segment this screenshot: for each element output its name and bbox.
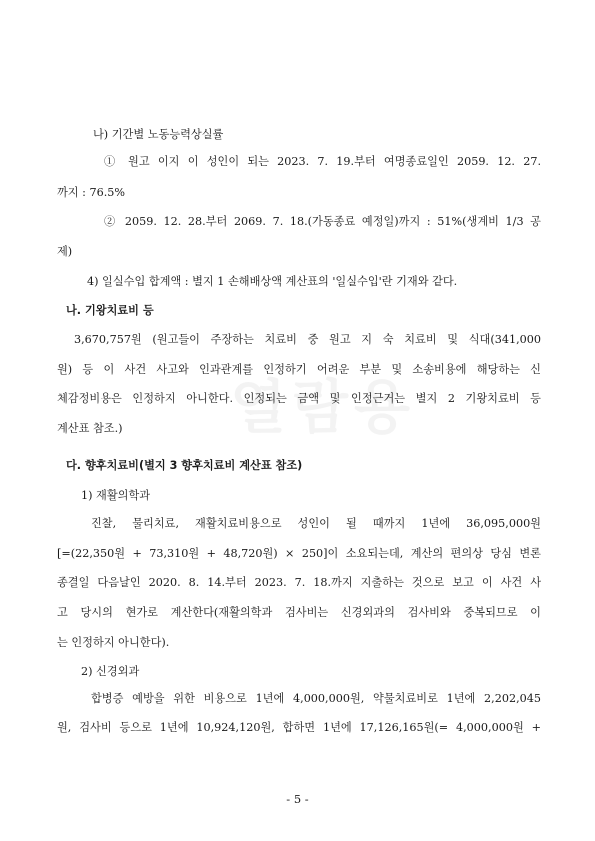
- text-line: 합병증 예방을 위한 비용으로 1년에 4,000,000원, 약물치료비로 1년에 2,202,045: [91, 692, 541, 705]
- text-line: 1) 재활의학과: [81, 489, 151, 502]
- text-line: ① 원고 이지 이 성인이 되는 2023. 7. 19.부터 여명종료일인 2059. 12. 27.: [104, 155, 541, 168]
- text-line: 원) 등 이 사건 사고와 인과관계를 인정하기 어려운 부분 및 소송비용에 해당하는 신: [57, 363, 541, 376]
- text-line: 3,670,757원 (원고들이 주장하는 치료비 중 원고 지 숙 치료비 및 식대(341,000: [74, 333, 541, 346]
- text-line: 는 인정하지 아니한다).: [57, 636, 170, 649]
- text-line: [=(22,350원 + 73,310원 + 48,720원) × 250]이 소요되는데, 계산의 편의상 당심 변론: [57, 547, 541, 560]
- text-line: 체감정비용은 인정하지 아니한다. 인정되는 금액 및 인정근거는 별지 2 기왕치료비 등: [57, 392, 541, 405]
- text-line: 고 당시의 현가로 계산한다(재활의학과 검사비는 신경외과의 검사비와 중복되므로 이: [57, 606, 541, 619]
- text-line: 진찰, 물리치료, 재활치료비용으로 성인이 될 때까지 1년에 36,095,000원: [91, 517, 541, 530]
- text-line: ② 2059. 12. 28.부터 2069. 7. 18.(가동종료 예정일)까지 : 51%(생계비 1/3 공: [104, 215, 541, 228]
- page-number: - 5 -: [286, 792, 309, 806]
- text-line: 2) 신경외과: [81, 665, 140, 678]
- text-line: 까지 : 76.5%: [57, 186, 126, 199]
- text-line: 원, 검사비 등으로 1년에 10,924,120원, 합하면 1년에 17,126,165원(= 4,000,000원 +: [57, 721, 541, 734]
- section-heading: 나. 기왕치료비 등: [66, 304, 154, 317]
- text-line: 나) 기간별 노동능력상실률: [93, 128, 224, 141]
- text-line: 제): [57, 245, 73, 258]
- text-line: 4) 일실수입 합계액 : 별지 1 손해배상액 계산표의 '일실수입'란 기재와 같다.: [87, 275, 458, 288]
- section-heading: 다. 향후치료비(별지 3 향후치료비 계산표 참조): [66, 459, 303, 472]
- text-line: 종결일 다음날인 2020. 8. 14.부터 2023. 7. 18.까지 지출하는 것으로 보고 이 사건 사: [57, 576, 541, 589]
- text-line: 계산표 참조.): [57, 422, 123, 435]
